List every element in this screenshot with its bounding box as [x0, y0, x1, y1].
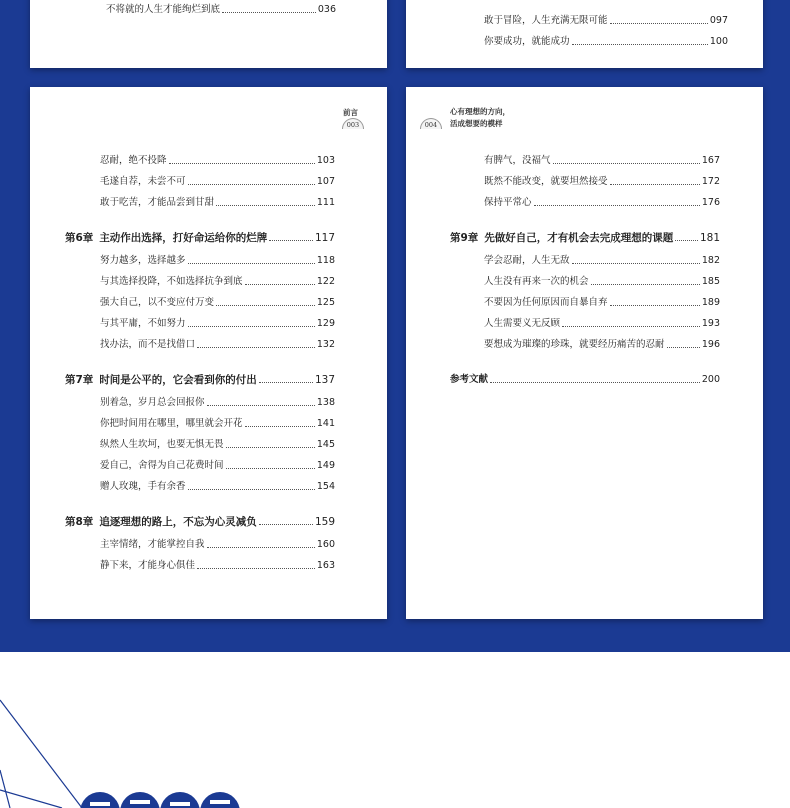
dot-leader	[207, 547, 315, 548]
chapter-heading	[65, 373, 335, 387]
toc-entry-title: 人生没有再来一次的机会	[484, 276, 589, 287]
toc-entry-title: 与其平庸，不如努力	[100, 318, 186, 329]
toc-entry	[100, 438, 335, 452]
dot-leader	[259, 382, 313, 383]
chapter-number: 第6章	[65, 232, 94, 244]
dot-leader	[675, 240, 698, 241]
toc-entry-title: 要想成为璀璨的珍珠，就要经历痛苦的忍耐	[484, 339, 665, 350]
toc-entry-page: 118	[316, 255, 335, 266]
toc-entry	[484, 254, 720, 268]
toc-entry-title: 静下来，才能身心俱佳	[100, 560, 196, 571]
toc-entry-page: 189	[701, 297, 720, 308]
toc-entry-page: 193	[701, 318, 720, 329]
toc-entry-page: 111	[316, 197, 335, 208]
dot-leader	[226, 447, 315, 448]
toc-entry	[100, 154, 335, 168]
toc-entry-page: 122	[316, 276, 335, 287]
dot-leader	[188, 326, 315, 327]
references-entry	[450, 373, 720, 387]
toc-entry-page: 160	[316, 539, 335, 550]
cropped-banner-graphic	[78, 790, 248, 808]
toc-entry-title: 你把时间用在哪里，哪里就会开花	[100, 418, 243, 429]
toc-entry-page: 149	[316, 460, 335, 471]
toc-entry	[100, 338, 335, 352]
dot-leader	[222, 12, 316, 13]
dot-leader	[562, 326, 700, 327]
toc-entry-page: 141	[316, 418, 335, 429]
dot-leader	[216, 305, 315, 306]
toc-entry-title: 不将就的人生才能绚烂到底	[106, 4, 221, 15]
toc-entry-title: 不要因为任何原因而自暴自弃	[484, 297, 608, 308]
toc-entry-page: 103	[316, 155, 335, 166]
toc-entry	[100, 196, 335, 210]
toc-entry-page: 100	[709, 36, 728, 47]
dot-leader	[188, 263, 315, 264]
dot-leader	[553, 163, 700, 164]
toc-entry	[100, 254, 335, 268]
toc-entry	[484, 154, 720, 168]
dot-leader	[591, 284, 700, 285]
toc-entry	[100, 296, 335, 310]
toc-entry-title: 人生需要义无反顾	[484, 318, 561, 329]
toc-entry-title: 努力越多，选择越多	[100, 255, 186, 266]
dot-leader	[534, 205, 700, 206]
chapter-heading	[450, 231, 720, 245]
toc-entry-page: 138	[316, 397, 335, 408]
toc-entry-title: 强大自己，以不变应付万变	[100, 297, 215, 308]
chapter-title: 时间是公平的，它会看到你的付出	[99, 374, 257, 386]
toc-entry-page: 182	[701, 255, 720, 266]
toc-entry	[100, 175, 335, 189]
chapter-page: 181	[699, 232, 720, 244]
toc-entry-title: 学会忍耐，人生无敌	[484, 255, 570, 266]
chapter-heading	[65, 515, 335, 529]
toc-entry-title: 赠人玫瑰，手有余香	[100, 481, 186, 492]
left-page	[30, 87, 387, 619]
toc-entry-title: 你要成功，就能成功	[484, 36, 570, 47]
dot-leader	[188, 489, 315, 490]
chapter-page: 159	[314, 516, 335, 528]
dot-leader	[269, 240, 313, 241]
toc-entry-title: 主宰情绪，才能掌控自我	[100, 539, 205, 550]
toc-entry	[100, 459, 335, 473]
toc-entry	[484, 35, 728, 49]
chapter-number: 第8章	[65, 516, 94, 528]
toc-entry-title: 敢于冒险，人生充满无限可能	[484, 15, 608, 26]
dot-leader	[490, 382, 700, 383]
toc-entry-title: 保持平常心	[484, 197, 532, 208]
page-number-badge: 004	[420, 118, 442, 129]
references-title: 参考文献	[450, 374, 489, 385]
dot-leader	[197, 568, 315, 569]
dot-leader	[610, 184, 700, 185]
dot-leader	[572, 44, 708, 45]
toc-entry-title: 敢于吃苦，才能品尝到甘甜	[100, 197, 215, 208]
chapter-title: 追逐理想的路上，不忘为心灵减负	[99, 516, 257, 528]
toc-entry	[484, 14, 728, 28]
toc-entry	[484, 317, 720, 331]
toc-entry-title: 忍耐，绝不投降	[100, 155, 167, 166]
decorative-lines	[0, 652, 790, 808]
toc-entry	[100, 396, 335, 410]
toc-entry	[100, 417, 335, 431]
toc-entry-title: 既然不能改变，就要坦然接受	[484, 176, 608, 187]
top-right-page	[406, 0, 763, 68]
toc-entry-page: 172	[701, 176, 720, 187]
toc-entry	[100, 317, 335, 331]
toc-entry-page: 125	[316, 297, 335, 308]
dot-leader	[610, 23, 708, 24]
dot-leader	[169, 163, 315, 164]
running-header-line1: 心有理想的方向，	[450, 107, 510, 116]
toc-entry-title: 找办法，而不是找借口	[100, 339, 196, 350]
page-number-badge: 003	[342, 118, 364, 129]
dot-leader	[245, 284, 315, 285]
toc-entry-title: 有脾气，没福气	[484, 155, 551, 166]
dot-leader	[610, 305, 700, 306]
dot-leader	[245, 426, 315, 427]
toc-entry-title: 毛遂自荐，未尝不可	[100, 176, 186, 187]
dot-leader	[216, 205, 315, 206]
toc-entry-title: 纵然人生坎坷，也要无惧无畏	[100, 439, 224, 450]
toc-entry	[100, 538, 335, 552]
toc-entry-title: 爱自己，舍得为自己花费时间	[100, 460, 224, 471]
running-header-line2: 活成想要的模样	[450, 119, 503, 128]
right-page	[406, 87, 763, 619]
toc-entry	[100, 559, 335, 573]
toc-entry	[106, 3, 336, 17]
chapter-title: 主动作出选择，打好命运给你的烂牌	[99, 232, 268, 244]
toc-entry-page: 185	[701, 276, 720, 287]
dot-leader	[207, 405, 315, 406]
toc-entry	[484, 175, 720, 189]
toc-entry	[100, 480, 335, 494]
chapter-number: 第7章	[65, 374, 94, 386]
toc-entry-page: 163	[316, 560, 335, 571]
toc-entry	[484, 296, 720, 310]
chapter-number: 第9章	[450, 232, 479, 244]
toc-entry	[484, 196, 720, 210]
toc-entry-page: 129	[316, 318, 335, 329]
top-left-page	[30, 0, 387, 68]
toc-entry-page: 097	[709, 15, 728, 26]
chapter-title: 先做好自己，才有机会去完成理想的课题	[484, 232, 674, 244]
dot-leader	[197, 347, 315, 348]
toc-entry-title: 与其选择投降，不如选择抗争到底	[100, 276, 243, 287]
chapter-heading	[65, 231, 335, 245]
toc-entry-page: 154	[316, 481, 335, 492]
dot-leader	[572, 263, 700, 264]
toc-entry-page: 196	[701, 339, 720, 350]
toc-entry-page: 145	[316, 439, 335, 450]
toc-entry-page: 167	[701, 155, 720, 166]
toc-entry	[484, 338, 720, 352]
toc-entry-page: 132	[316, 339, 335, 350]
dot-leader	[226, 468, 315, 469]
running-header: 前言	[343, 108, 358, 117]
toc-entry-page: 107	[316, 176, 335, 187]
toc-entry	[484, 275, 720, 289]
dot-leader	[188, 184, 315, 185]
references-page: 200	[701, 374, 720, 385]
toc-entry	[100, 275, 335, 289]
toc-entry-page: 036	[317, 4, 336, 15]
chapter-page: 117	[314, 232, 335, 244]
dot-leader	[259, 524, 313, 525]
toc-entry-page: 176	[701, 197, 720, 208]
dot-leader	[667, 347, 700, 348]
chapter-page: 137	[314, 374, 335, 386]
toc-entry-title: 别着急，岁月总会回报你	[100, 397, 205, 408]
